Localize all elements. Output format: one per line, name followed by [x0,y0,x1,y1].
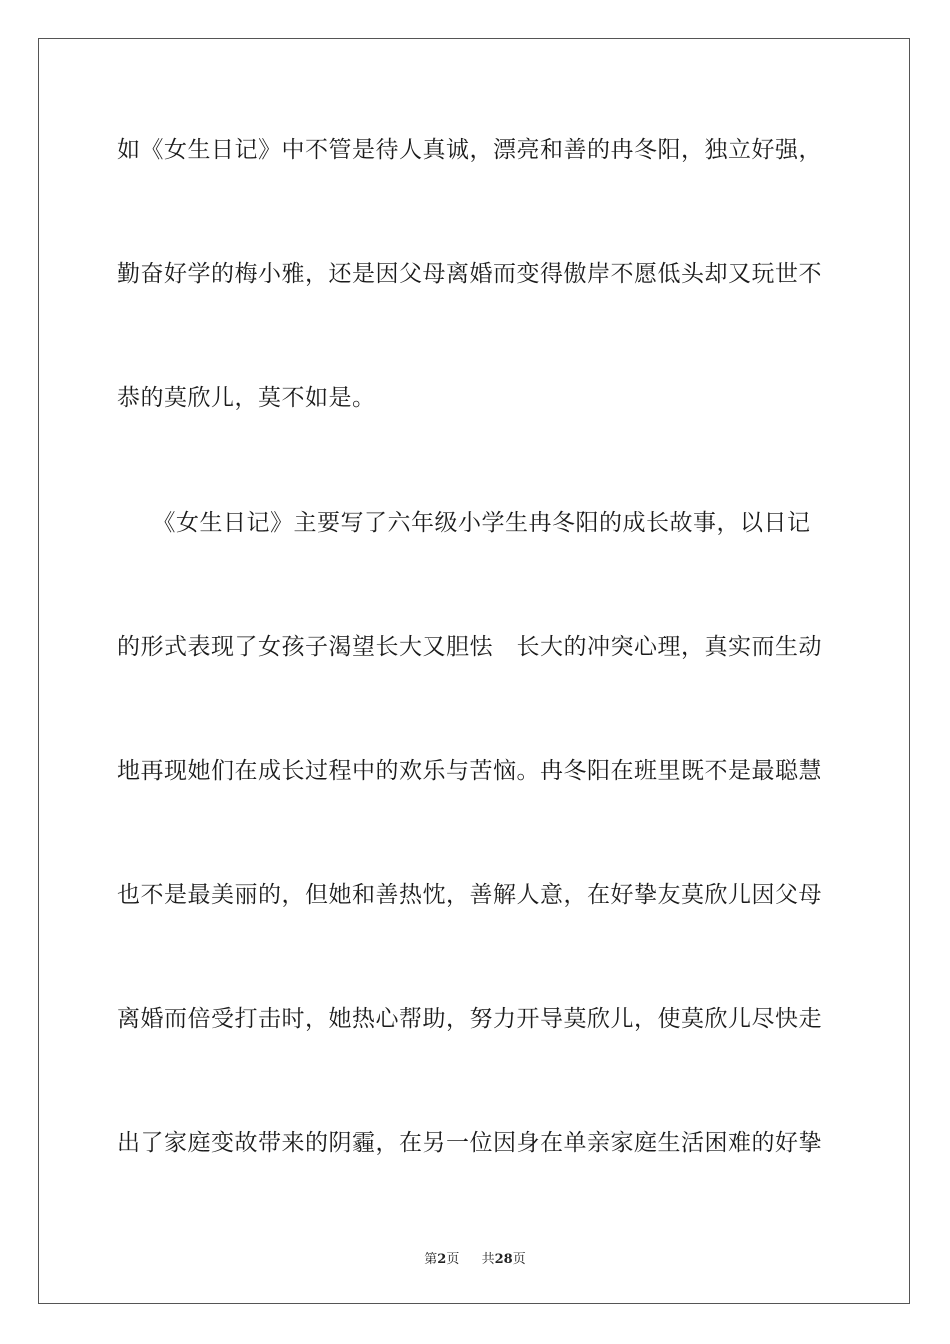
text-line: 出了家庭变故带来的阴霾，在另一位因身在单亲家庭生活困难的好挚 [117,1130,822,1156]
page-number-label: 第2页 [424,1252,460,1267]
page-border [38,38,910,1304]
text-line: 恭的莫欣儿，莫不如是。 [117,385,376,411]
text-line: 地再现她们在成长过程中的欢乐与苦恼。冉冬阳在班里既不是最聪慧 [117,758,822,784]
text-line: 的形式表现了女孩子渴望长大又胆怯 长大的冲突心理，真实而生动 [117,634,822,660]
text-line: 也不是最美丽的，但她和善热忱，善解人意，在好挚友莫欣儿因父母 [117,882,822,908]
text-line: 离婚而倍受打击时，她热心帮助，努力开导莫欣儿，使莫欣儿尽快走 [117,1006,822,1032]
text-line: 《女生日记》主要写了六年级小学生冉冬阳的成长故事，以日记 [117,510,811,536]
total-pages-label: 共28页 [481,1252,526,1267]
page-footer [0,1248,950,1267]
text-line: 如《女生日记》中不管是待人真诚，漂亮和善的冉冬阳，独立好强， [117,137,822,163]
text-line: 勤奋好学的梅小雅，还是因父母离婚而变得傲岸不愿低头却又玩世不 [117,261,822,287]
